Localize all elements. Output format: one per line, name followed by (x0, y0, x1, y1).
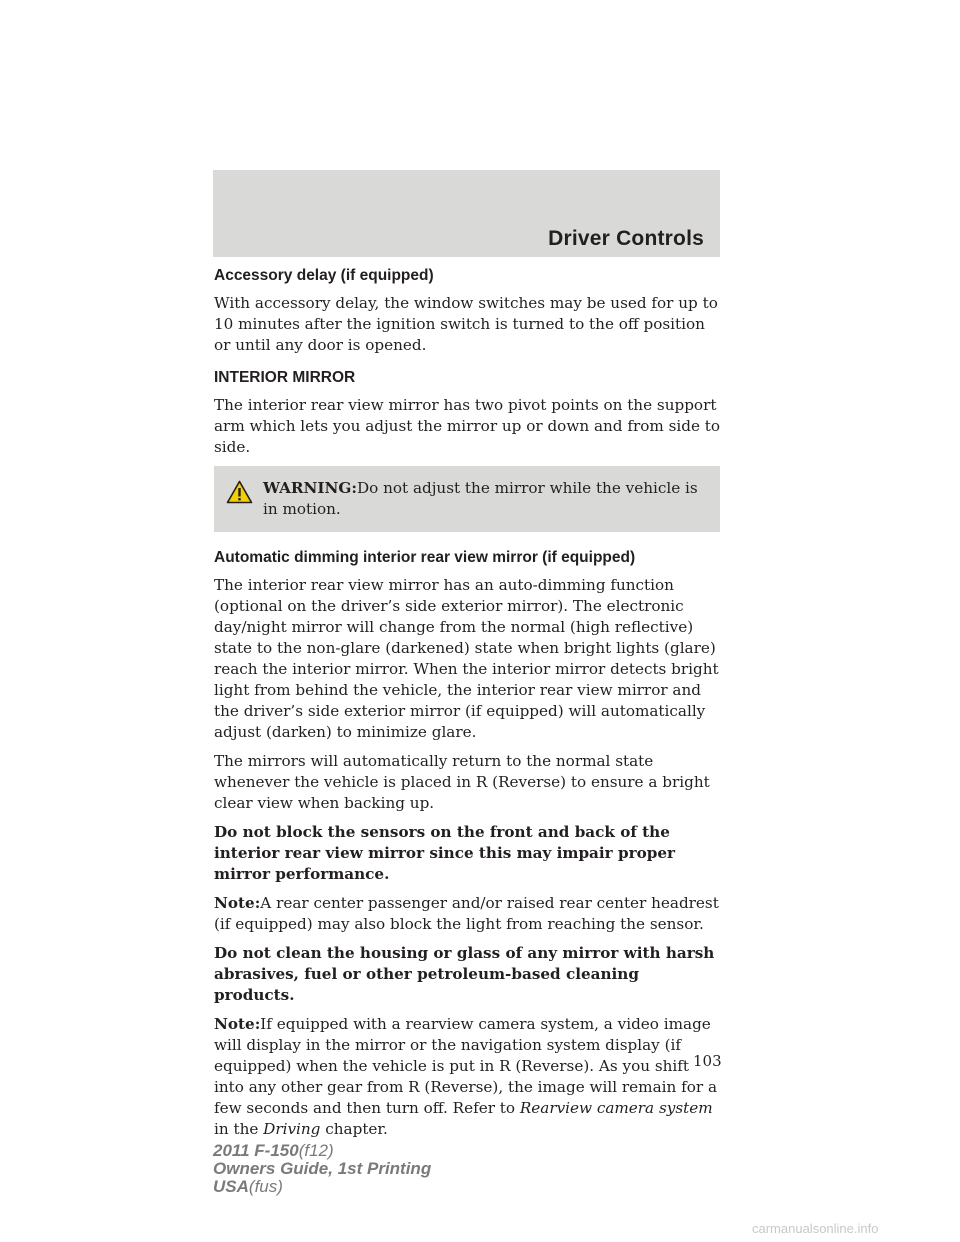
note-text: If equipped with a rearview camera system, a video image will display in the mirror or the navigation system display (if equipped) when the vehicle is put in R (Reverse). As you shift into any other gear from R (Reverse), the image will remain for a few seconds and then turn off. Refer to (214, 1015, 717, 1117)
page-number: 103 (693, 1052, 722, 1070)
note-text-mid: in the (214, 1120, 264, 1138)
caution-sensors: Do not block the sensors on the front and back of the interior rear view mirror since this may impair proper mirror performance. (214, 823, 675, 883)
footer-model-code: (f12) (298, 1141, 334, 1160)
page-content (214, 266, 720, 1148)
note-headrest (214, 893, 720, 935)
paragraph-interior-mirror: The interior rear view mirror has two pivot points on the support arm which lets you adjust the mirror up or down and from side to side. (214, 396, 721, 456)
reference-rearview-camera: Rearview camera system (519, 1099, 713, 1117)
paragraph-auto-dimming-1: The interior rear view mirror has an auto-dimming function (optional on the driver’s side exterior mirror). The electronic day/night mirror will change from the normal (high reflective) state to the non-glare (darkened) state when bright lights (glare) reach the interior mirror. When the interior mirror detects bright light from behind the vehicle, the interior rear view mirror and the driver’s side exterior mirror (if equipped) will automatically adjust (darken) to minimize glare. (214, 576, 719, 741)
footer-market: USA (213, 1177, 249, 1196)
reference-driving-chapter: Driving (263, 1120, 326, 1138)
warning-text: Do not adjust the mirror while the vehicle is in motion. (263, 479, 698, 518)
paragraph-accessory-delay: With accessory delay, the window switches may be used for up to 10 minutes after the ignition switch is turned to the off position or until any door is opened. (214, 294, 718, 354)
note-label: Note: (214, 1015, 261, 1033)
note-label: Note: (214, 894, 261, 912)
footer-market-code: (fus) (248, 1177, 283, 1196)
note-text-end: chapter. (325, 1120, 388, 1138)
caution-cleaning: Do not clean the housing or glass of any mirror with harsh abrasives, fuel or other petroleum-based cleaning products. (214, 944, 715, 1004)
warning-triangle-icon (226, 480, 253, 504)
heading-auto-dimming: Automatic dimming interior rear view mirror (if equipped) (214, 549, 636, 566)
note-text: A rear center passenger and/or raised rear center headrest (if equipped) may also block the light from reaching the sensor. (214, 894, 719, 933)
watermark-text: carmanualsonline.info (752, 1221, 879, 1236)
warning-label: WARNING: (263, 479, 357, 497)
heading-interior-mirror: INTERIOR MIRROR (214, 369, 356, 386)
note-camera (214, 1014, 720, 1140)
chapter-header-band (213, 170, 720, 257)
heading-accessory-delay: Accessory delay (if equipped) (214, 267, 434, 284)
paragraph-auto-dimming-2: The mirrors will automatically return to the normal state whenever the vehicle is placed in R (Reverse) to ensure a bright clear view when backing up. (214, 752, 710, 812)
footer-edition: Owners Guide, 1st Printing (213, 1159, 432, 1178)
footer-model: 2011 F-150 (213, 1141, 299, 1160)
warning-box (214, 466, 720, 532)
chapter-title: Driver Controls (548, 227, 704, 250)
footer-print-info (213, 1142, 431, 1196)
